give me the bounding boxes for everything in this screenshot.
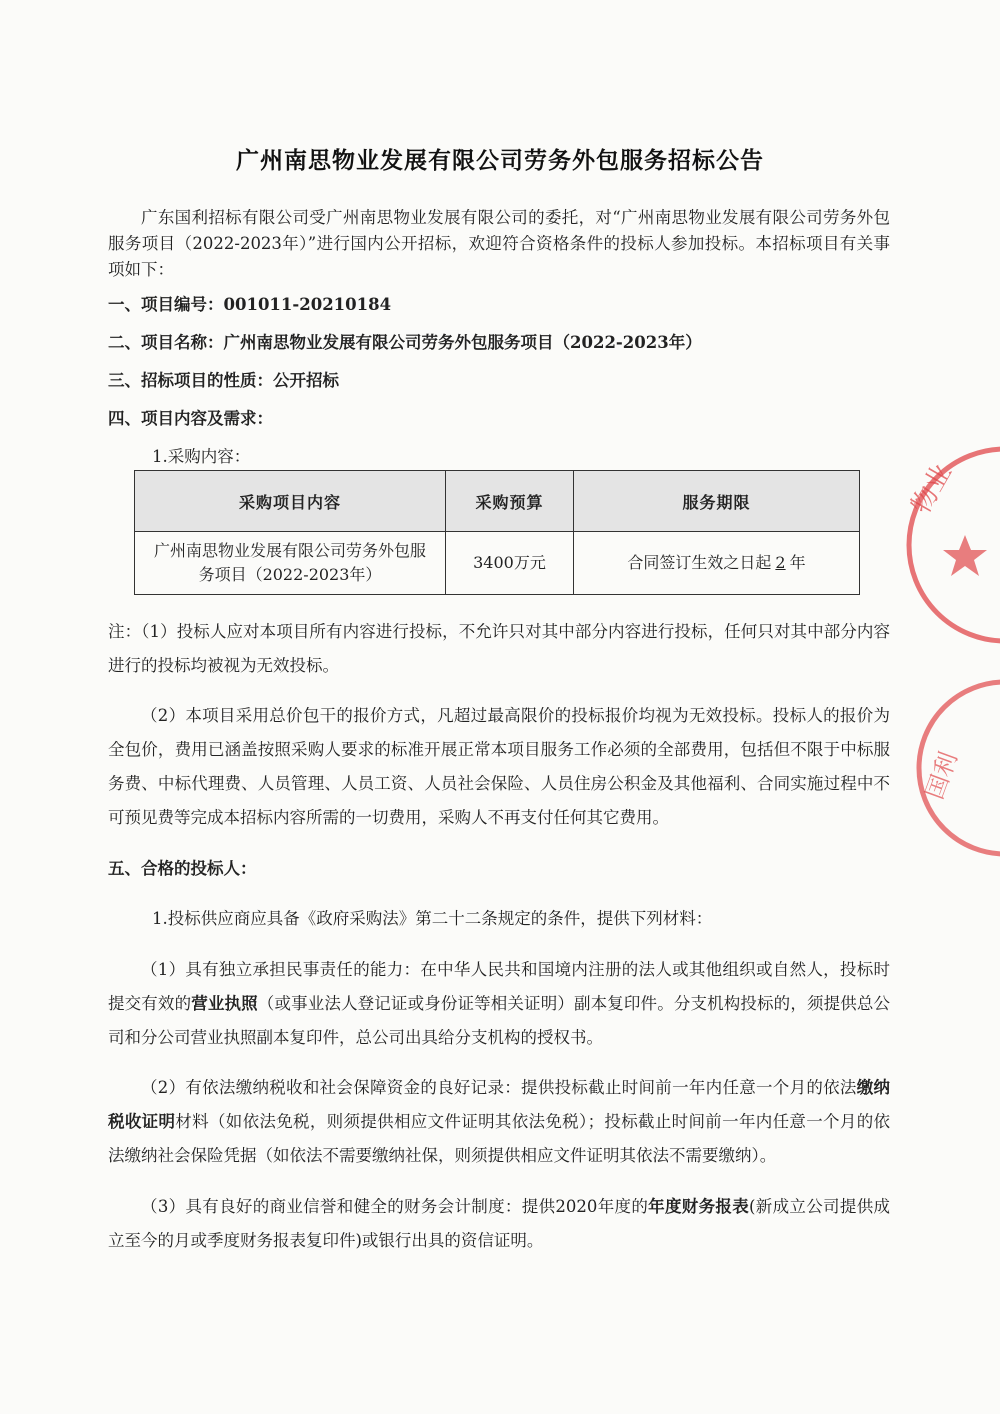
svg-text:国利: 国利 [920, 748, 964, 803]
note-2: （2）本项目采用总价包干的报价方式，凡超过最高限价的投标报价均视为无效投标。投标人的报价为全包价，费用已涵盖按照采购人要求的标准开展正常本项目服务工作必须的全部费用，包括但不限于中标服务费、中标代理费、人员管理、人员工资、人员社会保险、人员住房公积金及其他福利、合同实施过程中不可预见费等完成本招标内容所需的一切费用，采购人不再支付任何其它费用。 [108, 706, 890, 827]
period-prefix: 合同签订生效之日起 [627, 553, 772, 572]
section-5-item-c [108, 1190, 890, 1258]
table-header: 采购项目内容 [135, 471, 446, 532]
item-c-text-2: (新成立公司提供成立至今的月或季度财务报表复印件)或银行出具的资信证明。 [108, 1196, 891, 1250]
section-5-item-1: 1.投标供应商应具备《政府采购法》第二十二条规定的条件，提供下列材料： [152, 909, 713, 928]
table-header: 采购预算 [446, 471, 574, 532]
body-top [108, 205, 890, 469]
procurement-label: 1.采购内容： [152, 447, 251, 466]
document-title: 广州南思物业发展有限公司劳务外包服务招标公告 [236, 147, 764, 174]
table-cell-content: 广州南思物业发展有限公司劳务外包服务项目（2022-2023年） [135, 532, 446, 595]
item-b-bold: 缴纳税收证明 [108, 1078, 891, 1131]
item-c-bold: 年度财务报表 [648, 1196, 750, 1216]
item-c-text: （3）具有良好的商业信誉和健全的财务会计制度：提供2020年度的 [141, 1196, 649, 1216]
section-4-heading: 四、项目内容及需求： [108, 409, 273, 428]
section-5-item-a [108, 953, 890, 1055]
item-a-text: （1）具有独立承担民事责任的能力：在中华人民共和国境内注册的法人或其他组织或自然人，投标时提交有效的 [108, 959, 890, 1013]
intro-paragraph: 广东国利招标有限公司受广州南思物业发展有限公司的委托，对“广州南思物业发展有限公司劳务外包服务项目（2022-2023年）”进行国内公开招标，欢迎符合资格条件的投标人参加投标。本招标项目有关事项如下： [108, 208, 890, 279]
table-cell-period [574, 532, 860, 595]
company-seal-nansi [895, 440, 1000, 650]
procurement-table [134, 470, 860, 595]
table-header: 服务期限 [574, 471, 860, 532]
section-3-heading: 三、招标项目的性质：公开招标 [108, 371, 339, 390]
item-b-text-2: 材料（如依法免税，则须提供相应文件证明其依法免税）；投标截止时间前一年内任意一个月的依法缴纳社会保险凭据（如依法不需要缴纳社保，则须提供相应文件证明其依法不需要缴纳）。 [108, 1112, 891, 1165]
note-1: 注：（1）投标人应对本项目所有内容进行投标，不允许只对其中部分内容进行投标，任何只对其中部分内容进行的投标均被视为无效投标。 [108, 621, 890, 675]
item-a-bold: 营业执照 [191, 993, 258, 1013]
table-header-row [135, 471, 860, 532]
period-years: 2 [775, 553, 786, 572]
period-suffix: 年 [789, 553, 806, 572]
table-row [135, 532, 860, 595]
section-5-item-b [108, 1071, 890, 1173]
item-a-text-2: （或事业法人登记证或身份证等相关证明）副本复印件。分支机构投标的，须提供总公司和分公司营业执照副本复印件，总公司出具给分支机构的授权书。 [108, 993, 891, 1047]
svg-text:物业: 物业 [906, 459, 959, 520]
notes-block [108, 598, 890, 1274]
company-seal-guoli [905, 678, 1000, 858]
section-5-heading: 五、合格的投标人： [108, 858, 257, 878]
section-1-heading: 一、项目编号：001011-20210184 [108, 295, 392, 314]
item-b-text: （2）有依法缴纳税收和社会保障资金的良好记录：提供投标截止时间前一年内任意一个月的依法 [141, 1078, 857, 1097]
section-2-heading: 二、项目名称：广州南思物业发展有限公司劳务外包服务项目（2022-2023年） [108, 333, 702, 352]
table-cell-budget: 3400万元 [446, 532, 574, 595]
